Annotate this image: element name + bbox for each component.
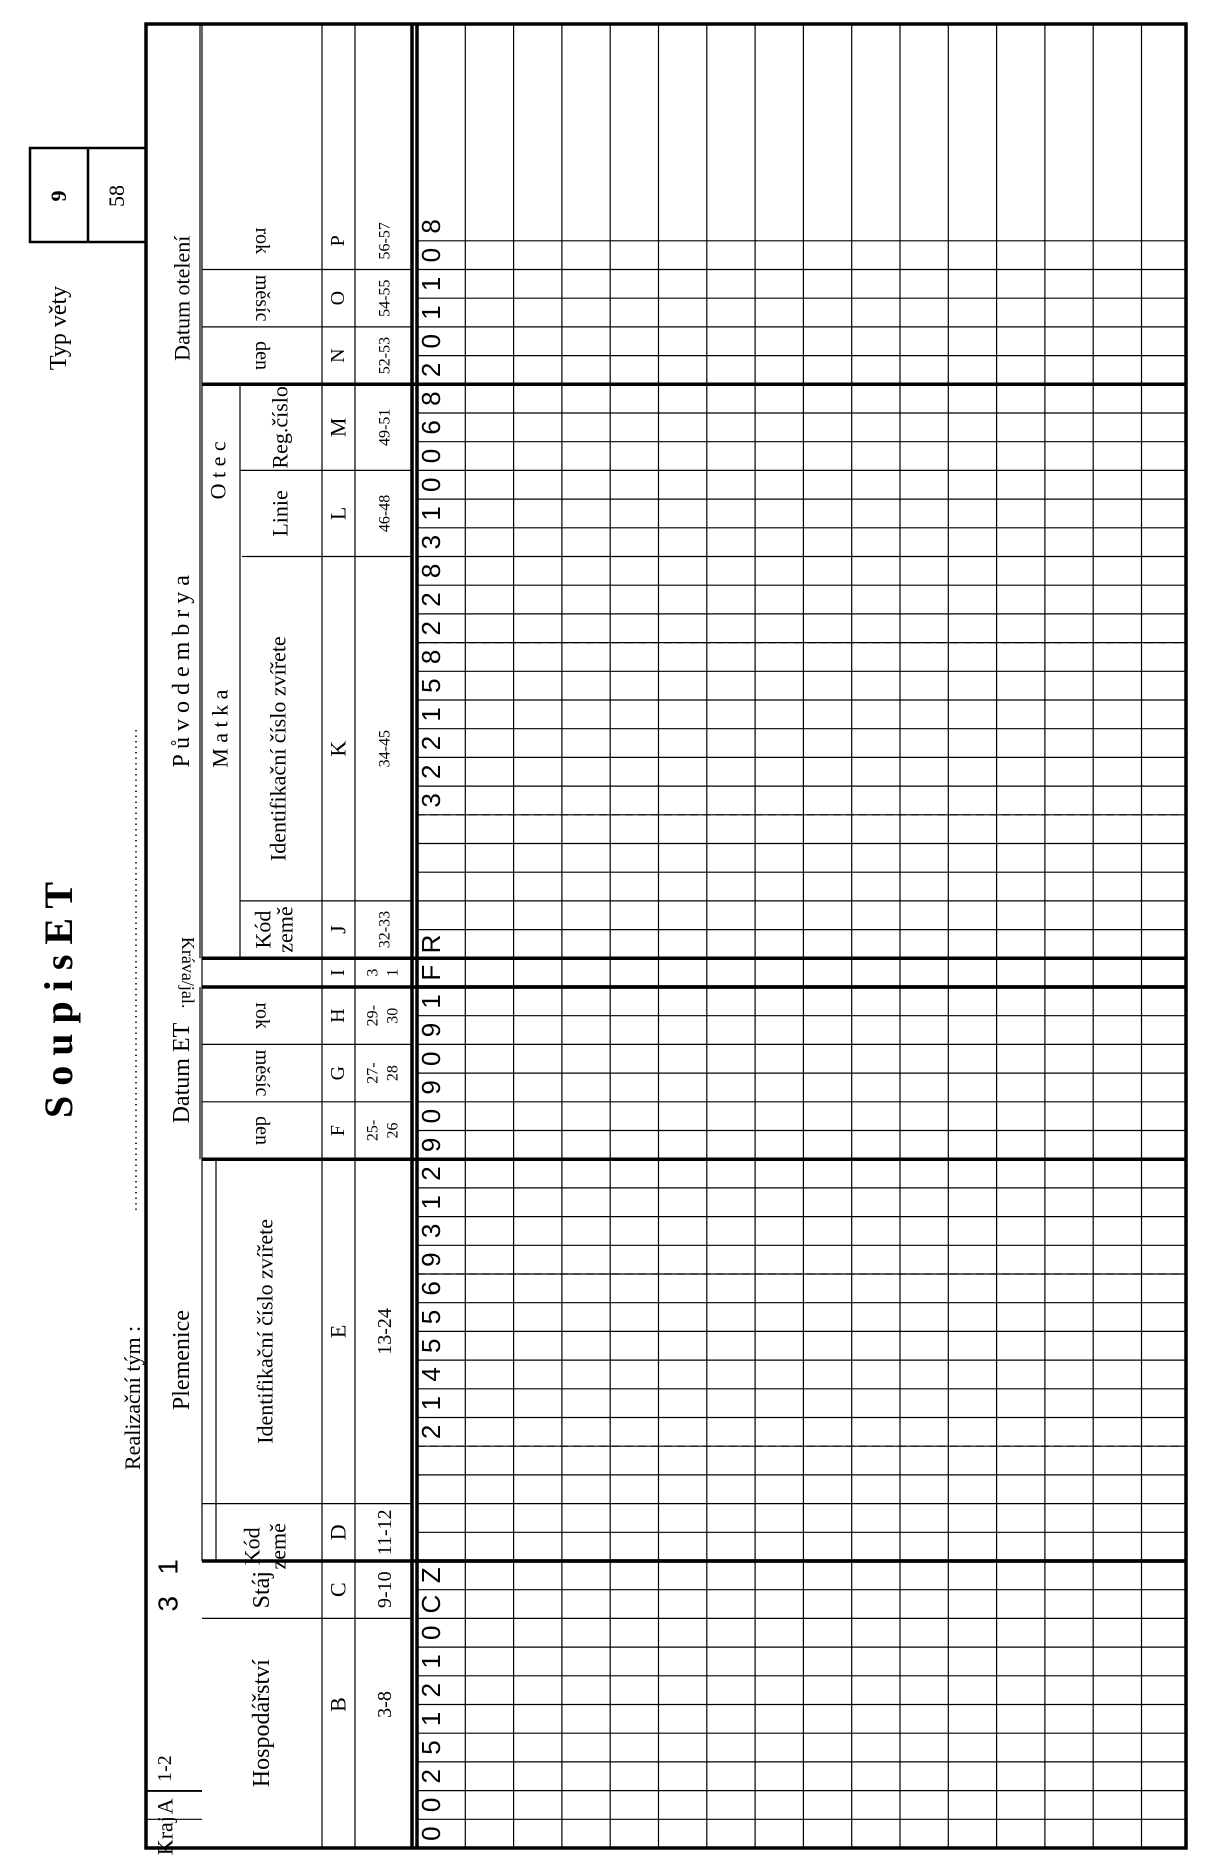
entry-char-5: 2 (416, 1682, 447, 1698)
entry-char-30: F (416, 964, 447, 981)
entry-char-54: 1 (416, 276, 447, 292)
hospodarstvi-label: Hospodářství (249, 1659, 275, 1788)
otec-linie-pos: 46-48 (376, 494, 394, 533)
krava-jal-pos1: 3 (364, 968, 382, 977)
entry-char-49: 6 (416, 420, 447, 435)
datum-et-rok-letter: H (327, 1008, 349, 1023)
entry-char-6: 1 (416, 1654, 447, 1669)
entry-char-26: 9 (416, 1080, 447, 1095)
entry-char-43: 2 (416, 592, 447, 607)
kraj-label: Kraj (152, 1816, 178, 1856)
entry-char-15: 1 (416, 1395, 447, 1411)
first-row-entries (416, 219, 446, 1841)
puvod-label: P ů v o d e m b r y a (169, 575, 195, 768)
entry-char-3: 5 (416, 1740, 447, 1755)
entry-char-0: 0 (416, 1826, 447, 1841)
datum-oteleni-den-letter: N (327, 348, 349, 363)
form-grid (146, 24, 1186, 1848)
datum-oteleni-rok-pos: 56-57 (376, 222, 394, 260)
entry-char-37: 2 (416, 764, 447, 779)
entry-char-48: 0 (416, 448, 447, 464)
otec-label: O t e c (205, 441, 231, 500)
entry-char-9: Z (416, 1567, 447, 1584)
entry-char-7: 0 (416, 1625, 447, 1640)
entry-char-47: 0 (416, 477, 447, 492)
entry-char-20: 9 (416, 1252, 447, 1267)
matka-id-letter: K (325, 740, 351, 757)
entry-char-44: 8 (416, 563, 447, 579)
record-type-box (30, 148, 146, 242)
otec-linie-label: Linie (267, 490, 293, 537)
plemenice-kod-zeme-letter: D (325, 1524, 351, 1541)
entry-char-18: 5 (416, 1309, 447, 1325)
entry-char-42: 2 (416, 621, 447, 636)
datum-et-den-pos1: 25- (364, 1119, 382, 1142)
plemenice-id-pos: 13-24 (374, 1308, 396, 1355)
form-title: S o u p i s E T (36, 881, 81, 1119)
matka-kod-zeme-line2: země (272, 906, 298, 953)
krava-jal-letter: I (327, 969, 349, 976)
matka-id-pos: 34-45 (376, 730, 394, 768)
datum-oteleni-den-pos: 52-53 (376, 336, 394, 375)
datum-oteleni-den-label: den (251, 341, 273, 371)
krava-jal-pos2: 1 (384, 968, 402, 977)
datum-et-den-pos2: 26 (384, 1122, 402, 1139)
entry-char-53: 1 (416, 305, 447, 320)
team-label: Realizační tým : (120, 1325, 145, 1470)
entry-char-28: 9 (416, 1022, 447, 1038)
datum-et-mesic-letter: G (327, 1065, 349, 1081)
matka-kod-zeme-line1: Kód (250, 910, 276, 949)
entry-char-1: 0 (416, 1797, 447, 1813)
datum-oteleni-mesic-letter: O (327, 290, 349, 306)
form-header (153, 222, 402, 1855)
datum-et-den-label: den (251, 1116, 273, 1145)
datum-oteleni-mesic-pos: 54-55 (376, 279, 394, 317)
entry-char-56: 8 (416, 219, 447, 234)
matka-id-label: Identifikační číslo zvířete (265, 636, 291, 862)
datum-et-mesic-label: měsíc (251, 1049, 273, 1097)
entry-char-8: C (416, 1594, 447, 1614)
datum-et-mesic-pos1: 27- (364, 1062, 382, 1084)
record-type-code: 9 (46, 190, 71, 202)
entry-char-21: 3 (416, 1223, 447, 1239)
entry-char-2: 2 (416, 1769, 447, 1784)
entry-char-31: R (416, 934, 447, 954)
entry-char-51: 2 (416, 362, 447, 378)
entry-char-29: 1 (416, 994, 447, 1009)
staj-letter: C (325, 1582, 351, 1598)
matka-kod-zeme-letter: J (325, 925, 351, 934)
entry-char-46: 1 (416, 506, 447, 521)
entry-char-39: 1 (416, 707, 447, 722)
plemenice-id-letter: E (325, 1324, 351, 1339)
plemenice-kod-zeme-pos: 11-12 (374, 1509, 396, 1556)
datum-et-label: Datum ET (169, 1022, 195, 1124)
entry-char-45: 3 (416, 534, 447, 550)
plemenice-kod-zeme-line1: Kód (239, 1527, 265, 1566)
entry-char-22: 1 (416, 1195, 447, 1210)
entry-char-24: 9 (416, 1137, 447, 1153)
entry-char-25: 0 (416, 1108, 447, 1124)
matka-kod-zeme-pos: 32-33 (376, 910, 394, 949)
matka-label: M a t k a (207, 689, 233, 768)
entry-char-40: 5 (416, 678, 447, 693)
krava-jal-label: Kráva/jal. (178, 936, 198, 1009)
entry-char-55: 0 (416, 247, 447, 263)
entry-char-41: 8 (416, 649, 447, 665)
datum-et-mesic-pos2: 28 (384, 1065, 402, 1082)
kraj-value-1: 3 (152, 1595, 184, 1612)
hospodarstvi-letter: B (325, 1697, 351, 1712)
datum-et-rok-pos2: 30 (384, 1007, 402, 1024)
plemenice-label: Plemenice (169, 1310, 195, 1411)
staj-pos: 9-10 (374, 1571, 396, 1609)
entry-char-19: 6 (416, 1281, 447, 1296)
entry-char-14: 2 (416, 1424, 447, 1440)
datum-oteleni-rok-label: rok (251, 227, 273, 255)
otec-reg-letter: M (325, 417, 351, 438)
record-type-label: Typ věty (46, 285, 72, 371)
otec-reg-label: Reg.číslo (267, 386, 293, 469)
entry-char-4: 1 (416, 1711, 447, 1727)
hospodarstvi-pos: 3-8 (374, 1691, 396, 1718)
entry-char-36: 3 (416, 793, 447, 808)
staj-label: Stáj (249, 1571, 275, 1609)
otec-reg-pos: 49-51 (376, 408, 394, 447)
datum-oteleni-label: Datum otelení (169, 235, 195, 361)
kraj-value-2: 1 (152, 1559, 184, 1575)
datum-et-rok-pos1: 29- (364, 1005, 382, 1027)
entry-char-52: 0 (416, 334, 447, 349)
entry-char-50: 8 (416, 391, 447, 406)
datum-et-den-letter: F (327, 1124, 349, 1137)
record-type-position: 58 (104, 185, 129, 207)
entry-char-27: 0 (416, 1051, 447, 1066)
datum-oteleni-mesic-label: měsíc (251, 274, 273, 322)
entry-char-38: 2 (416, 735, 447, 751)
plemenice-id-label: Identifikační číslo zvířete (252, 1219, 278, 1444)
plemenice-kod-zeme-line2: země (265, 1523, 291, 1570)
kraj-pos: 1-2 (154, 1755, 176, 1782)
datum-oteleni-rok-letter: P (327, 235, 349, 247)
otec-linie-letter: L (325, 506, 351, 521)
kraj-letter: A (152, 1798, 178, 1815)
entry-char-16: 4 (416, 1367, 447, 1382)
datum-et-rok-label: rok (251, 1002, 273, 1030)
entry-char-17: 5 (416, 1338, 447, 1353)
entry-char-23: 2 (416, 1166, 447, 1181)
